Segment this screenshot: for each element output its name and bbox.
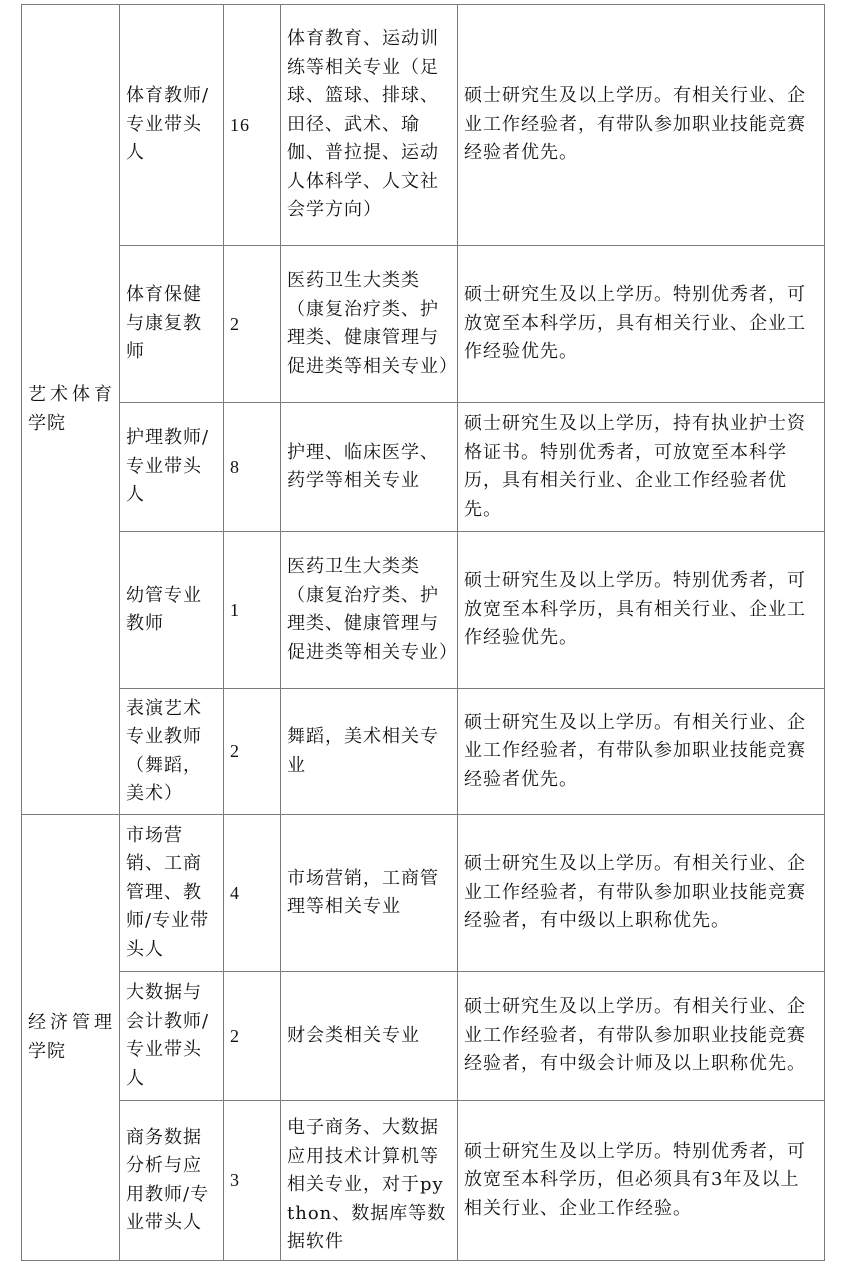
- major-cell: 财会类相关专业: [281, 972, 458, 1101]
- recruitment-table: [21, 4, 825, 1261]
- major-cell: 舞蹈，美术相关专业: [281, 689, 458, 815]
- requirement-cell: 硕士研究生及以上学历，持有执业护士资格证书。特别优秀者，可放宽至本科学历，具有相关行业、企业工作经验者优先。: [458, 403, 825, 532]
- requirement-cell: 硕士研究生及以上学历。有相关行业、企业工作经验者，有带队参加职业技能竞赛经验者优先。: [458, 5, 825, 246]
- count-cell: 2: [224, 246, 281, 403]
- position-cell: 体育教师/专业带头人: [120, 5, 224, 246]
- requirement-cell: 硕士研究生及以上学历。有相关行业、企业工作经验者，有带队参加职业技能竞赛经验者优先。: [458, 689, 825, 815]
- table-row: [22, 246, 825, 403]
- position-cell: 商务数据分析与应用教师/专业带头人: [120, 1101, 224, 1261]
- requirement-cell: 硕士研究生及以上学历。有相关行业、企业工作经验者，有带队参加职业技能竞赛经验者，有中级会计师及以上职称优先。: [458, 972, 825, 1101]
- table-row: [22, 689, 825, 815]
- count-cell: 1: [224, 532, 281, 689]
- position-cell: 大数据与会计教师/专业带头人: [120, 972, 224, 1101]
- count-cell: 8: [224, 403, 281, 532]
- position-cell: 表演艺术专业教师（舞蹈，美术）: [120, 689, 224, 815]
- count-cell: 16: [224, 5, 281, 246]
- count-cell: 3: [224, 1101, 281, 1261]
- table-row: [22, 403, 825, 532]
- table-row: [22, 972, 825, 1101]
- table-row: [22, 815, 825, 972]
- requirement-cell: 硕士研究生及以上学历。特别优秀者，可放宽至本科学历，具有相关行业、企业工作经验优先。: [458, 246, 825, 403]
- position-cell: 幼管专业教师: [120, 532, 224, 689]
- college-cell: 艺术体育学院: [22, 5, 120, 815]
- requirement-cell: 硕士研究生及以上学历。特别优秀者，可放宽至本科学历，但必须具有3年及以上相关行业、企业工作经验。: [458, 1101, 825, 1261]
- requirement-cell: 硕士研究生及以上学历。有相关行业、企业工作经验者，有带队参加职业技能竞赛经验者，有中级以上职称优先。: [458, 815, 825, 972]
- college-cell: 经济管理学院: [22, 815, 120, 1261]
- major-cell: 医药卫生大类类（康复治疗类、护理类、健康管理与促进类等相关专业）: [281, 532, 458, 689]
- major-cell: 医药卫生大类类（康复治疗类、护理类、健康管理与促进类等相关专业）: [281, 246, 458, 403]
- major-cell: 市场营销，工商管理等相关专业: [281, 815, 458, 972]
- table-row: [22, 532, 825, 689]
- table-row: [22, 1101, 825, 1261]
- major-cell: 护理、临床医学、药学等相关专业: [281, 403, 458, 532]
- position-cell: 市场营销、工商管理、教师/专业带头人: [120, 815, 224, 972]
- position-cell: 护理教师/专业带头人: [120, 403, 224, 532]
- major-cell: 电子商务、大数据应用技术计算机等相关专业，对于python、数据库等数据软件: [281, 1101, 458, 1261]
- position-cell: 体育保健与康复教师: [120, 246, 224, 403]
- count-cell: 2: [224, 689, 281, 815]
- requirement-cell: 硕士研究生及以上学历。特别优秀者，可放宽至本科学历，具有相关行业、企业工作经验优先。: [458, 532, 825, 689]
- count-cell: 2: [224, 972, 281, 1101]
- count-cell: 4: [224, 815, 281, 972]
- major-cell: 体育教育、运动训练等相关专业（足球、篮球、排球、田径、武术、瑜伽、普拉提、运动人体科学、人文社会学方向）: [281, 5, 458, 246]
- table-row: [22, 5, 825, 246]
